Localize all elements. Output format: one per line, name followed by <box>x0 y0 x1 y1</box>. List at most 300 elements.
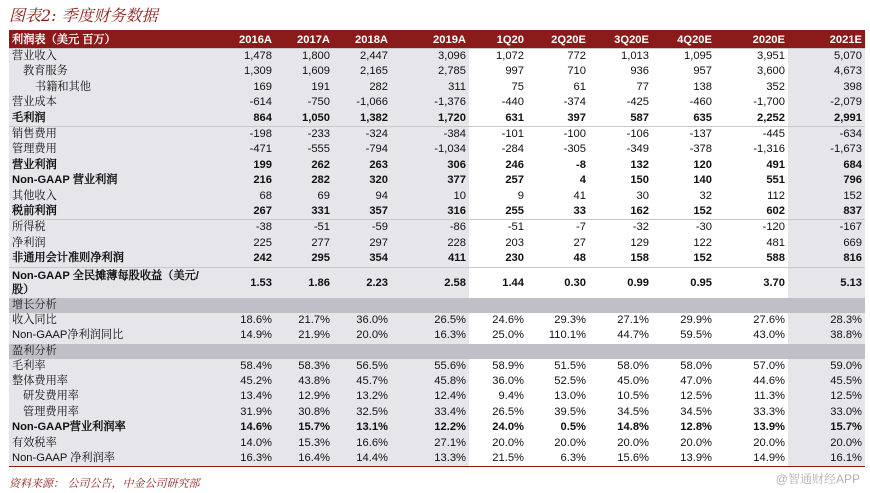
value-cell: 58.9% <box>492 359 524 372</box>
value-cell: 230 <box>505 252 524 265</box>
table-row <box>9 142 865 157</box>
value-cell: -8 <box>576 158 586 171</box>
table-row <box>9 251 865 267</box>
value-cell: 39.5% <box>554 405 586 418</box>
value-cell: -305 <box>563 143 586 156</box>
value-cell: 12.5% <box>680 390 712 403</box>
value-cell: 152 <box>693 205 712 218</box>
row-label: 税前利润 <box>9 204 215 220</box>
value-cell: 16.4% <box>275 451 333 467</box>
value-cell: 32.5% <box>333 405 391 420</box>
value-cell: 44.7% <box>617 329 649 342</box>
value-cell: 150 <box>630 174 649 187</box>
value-cell: 27.1% <box>391 436 469 451</box>
value-cell: 864 <box>215 111 275 127</box>
value-cell: 277 <box>275 236 333 251</box>
value-cell: 262 <box>275 158 333 173</box>
value-cell: 1,720 <box>391 111 469 127</box>
value-cell: 21.7% <box>275 313 333 328</box>
value-cell: 94 <box>333 189 391 204</box>
value-cell: -233 <box>275 127 333 143</box>
value-cell: 58.0% <box>617 359 649 372</box>
value-cell: -460 <box>689 96 712 109</box>
row-label: Non-GAAP 全民摊薄每股收益（美元/股） <box>9 267 215 298</box>
row-label: 整体费用率 <box>9 374 215 389</box>
value-cell: 1,800 <box>275 49 333 65</box>
table-row <box>9 389 865 404</box>
value-cell: 551 <box>766 174 785 187</box>
value-cell: 354 <box>333 251 391 267</box>
value-cell: 352 <box>766 80 785 93</box>
value-cell: 56.5% <box>333 359 391 374</box>
value-cell: 411 <box>391 251 469 267</box>
table-row <box>9 158 865 173</box>
value-cell: 58.4% <box>215 359 275 374</box>
value-cell: -51 <box>469 220 527 236</box>
table-row <box>9 359 865 374</box>
value-cell: 21.9% <box>275 328 333 343</box>
value-cell: 29.3% <box>554 313 586 326</box>
table-row <box>9 189 865 204</box>
value-cell: 47.0% <box>680 374 712 387</box>
column-header: 2021E <box>788 32 865 49</box>
value-cell: 58.0% <box>680 359 712 372</box>
value-cell: 225 <box>215 236 275 251</box>
value-cell: 43.0% <box>753 329 785 342</box>
value-cell: -425 <box>626 96 649 109</box>
value-cell: 34.5% <box>617 405 649 418</box>
value-cell: -32 <box>589 220 652 236</box>
value-cell: 15.3% <box>275 436 333 451</box>
value-cell: 152 <box>788 189 865 204</box>
value-cell: 6.3% <box>527 451 589 467</box>
value-cell: 0.95 <box>652 267 715 298</box>
value-cell: 635 <box>693 111 712 124</box>
value-cell: 796 <box>788 173 865 188</box>
value-cell: 357 <box>333 204 391 220</box>
value-cell: 1,013 <box>589 49 652 65</box>
value-cell: 138 <box>693 80 712 93</box>
row-label: 非通用会计准则净利润 <box>9 251 215 267</box>
value-cell: 28.3% <box>788 313 865 328</box>
value-cell: 15.6% <box>589 451 652 467</box>
table-row <box>9 328 865 343</box>
value-cell: 140 <box>693 174 712 187</box>
column-header: 4Q20E <box>652 32 715 49</box>
value-cell: -38 <box>215 220 275 236</box>
value-cell: 837 <box>788 204 865 220</box>
value-cell: 306 <box>391 158 469 173</box>
value-cell: 2,447 <box>333 49 391 65</box>
financial-table <box>9 32 865 467</box>
value-cell: -7 <box>527 220 589 236</box>
value-cell: 129 <box>630 236 649 249</box>
value-cell: 77 <box>636 80 649 93</box>
value-cell: 33 <box>573 205 586 218</box>
value-cell: 710 <box>567 65 586 78</box>
value-cell: 297 <box>333 236 391 251</box>
table-row <box>9 451 865 467</box>
table-row <box>9 80 865 95</box>
value-cell: -101 <box>469 127 527 143</box>
value-cell: 31.9% <box>215 405 275 420</box>
value-cell: 110.1% <box>548 329 586 342</box>
value-cell: 14.6% <box>215 420 275 435</box>
value-cell: -374 <box>563 96 586 109</box>
value-cell: -378 <box>689 143 712 156</box>
value-cell: 316 <box>391 204 469 220</box>
value-cell: -1,673 <box>788 142 865 157</box>
value-cell: 242 <box>215 251 275 267</box>
value-cell: -30 <box>652 220 715 236</box>
value-cell: 20.0% <box>617 436 649 449</box>
section-header-row <box>9 298 865 313</box>
value-cell: 16.6% <box>333 436 391 451</box>
column-header: 2017A <box>275 32 333 49</box>
value-cell: 158 <box>630 252 649 265</box>
value-cell: 311 <box>391 80 469 95</box>
value-cell: 36.0% <box>492 374 524 387</box>
value-cell: 398 <box>788 80 865 95</box>
table-row <box>9 374 865 389</box>
value-cell: 45.0% <box>617 374 649 387</box>
value-cell: 0.99 <box>589 267 652 298</box>
row-label: 毛利率 <box>9 359 215 374</box>
value-cell: 13.4% <box>215 389 275 404</box>
value-cell: 481 <box>766 236 785 249</box>
value-cell: -634 <box>788 127 865 143</box>
value-cell: -555 <box>275 142 333 157</box>
value-cell: 3,096 <box>391 49 469 65</box>
value-cell: 263 <box>333 158 391 173</box>
value-cell: 282 <box>333 80 391 95</box>
row-label: Non-GAAP营业利润率 <box>9 420 215 435</box>
value-cell: 295 <box>275 251 333 267</box>
row-label: 净利润 <box>9 236 215 251</box>
value-cell: 1,095 <box>652 49 715 65</box>
value-cell: -86 <box>391 220 469 236</box>
value-cell: 13.3% <box>391 451 469 467</box>
table-row <box>9 405 865 420</box>
value-cell: 52.5% <box>554 374 586 387</box>
value-cell: -106 <box>589 127 652 143</box>
row-label: 所得税 <box>9 220 215 236</box>
value-cell: 5.13 <box>788 267 865 298</box>
value-cell: 69 <box>275 189 333 204</box>
value-cell: -1,034 <box>391 142 469 157</box>
value-cell: 13.1% <box>333 420 391 435</box>
column-header: 2020E <box>715 32 788 49</box>
value-cell: 255 <box>505 205 524 218</box>
value-cell: 38.8% <box>788 328 865 343</box>
column-header: 2019A <box>391 32 469 49</box>
row-label: 书籍和其他 <box>9 80 215 95</box>
value-cell: -384 <box>391 127 469 143</box>
value-cell: 1,382 <box>333 111 391 127</box>
value-cell: 14.9% <box>715 451 788 467</box>
value-cell: 631 <box>505 111 524 124</box>
column-header: 2018A <box>333 32 391 49</box>
table-row <box>9 420 865 435</box>
value-cell: -284 <box>501 143 524 156</box>
row-label: Non-GAAP净利润同比 <box>9 328 215 343</box>
value-cell: -51 <box>275 220 333 236</box>
value-cell: 169 <box>215 80 275 95</box>
table-row <box>9 436 865 451</box>
value-cell: 13.9% <box>652 451 715 467</box>
value-cell: 45.2% <box>215 374 275 389</box>
value-cell: 12.9% <box>275 389 333 404</box>
value-cell: 3,600 <box>757 65 785 78</box>
value-cell: 33.0% <box>788 405 865 420</box>
value-cell: 587 <box>630 111 649 124</box>
value-cell: 68 <box>215 189 275 204</box>
value-cell: -471 <box>215 142 275 157</box>
row-label: 其他收入 <box>9 189 215 204</box>
value-cell: 41 <box>573 189 586 202</box>
value-cell: 1.86 <box>275 267 333 298</box>
value-cell: 16.3% <box>391 328 469 343</box>
table-row <box>9 49 865 65</box>
value-cell: 2.58 <box>391 267 469 298</box>
table-row <box>9 220 865 236</box>
value-cell: 282 <box>275 173 333 188</box>
value-cell: 34.5% <box>680 405 712 418</box>
value-cell: -137 <box>652 127 715 143</box>
table-row <box>9 111 865 127</box>
value-cell: 331 <box>275 204 333 220</box>
value-cell: 26.5% <box>391 313 469 328</box>
value-cell: 45.7% <box>333 374 391 389</box>
value-cell: 320 <box>333 173 391 188</box>
row-label: 管理费用率 <box>9 405 215 420</box>
value-cell: 25.0% <box>492 329 524 342</box>
value-cell: -324 <box>333 127 391 143</box>
value-cell: 36.0% <box>333 313 391 328</box>
value-cell: 14.8% <box>617 421 649 434</box>
value-cell: -445 <box>715 127 788 143</box>
value-cell: 122 <box>693 236 712 249</box>
column-header: 1Q20 <box>469 32 527 49</box>
value-cell: -614 <box>215 95 275 110</box>
value-cell: 936 <box>630 65 649 78</box>
value-cell: 997 <box>505 65 524 78</box>
column-header: 3Q20E <box>589 32 652 49</box>
value-cell: -2,079 <box>788 95 865 110</box>
value-cell: 20.0% <box>788 436 865 451</box>
value-cell: 13.9% <box>753 421 785 434</box>
section-header-row <box>9 344 865 359</box>
value-cell: 12.8% <box>680 421 712 434</box>
value-cell: 203 <box>505 236 524 249</box>
value-cell: 4 <box>579 174 586 187</box>
value-cell: 57.0% <box>753 359 785 372</box>
watermark: @智通财经APP <box>775 472 860 486</box>
value-cell: 12.5% <box>788 389 865 404</box>
value-cell: 24.0% <box>492 421 524 434</box>
table-body <box>9 32 865 467</box>
row-label: 研发费用率 <box>9 389 215 404</box>
value-cell: 43.8% <box>275 374 333 389</box>
source-note: 资料来源： 公司公告，中金公司研究部 <box>9 477 200 490</box>
value-cell: -59 <box>333 220 391 236</box>
value-cell: 59.0% <box>788 359 865 374</box>
value-cell: 20.0% <box>492 436 524 449</box>
value-cell: 14.9% <box>215 328 275 343</box>
table-row <box>9 173 865 188</box>
value-cell: 0.5% <box>560 421 586 434</box>
value-cell: 1,050 <box>275 111 333 127</box>
value-cell: 61 <box>573 80 586 93</box>
value-cell: 21.5% <box>469 451 527 467</box>
row-label: 销售费用 <box>9 127 215 143</box>
section-title: 增长分析 <box>9 298 865 313</box>
value-cell: 120 <box>693 158 712 171</box>
value-cell: 20.0% <box>554 436 586 449</box>
row-label: 营业收入 <box>9 49 215 65</box>
value-cell: 152 <box>693 252 712 265</box>
value-cell: -167 <box>788 220 865 236</box>
value-cell: 24.6% <box>492 313 524 326</box>
value-cell: -794 <box>333 142 391 157</box>
value-cell: 58.3% <box>275 359 333 374</box>
value-cell: -750 <box>275 95 333 110</box>
value-cell: -100 <box>527 127 589 143</box>
value-cell: 2.23 <box>333 267 391 298</box>
value-cell: 377 <box>391 173 469 188</box>
column-header: 2Q20E <box>527 32 589 49</box>
value-cell: -1,376 <box>391 95 469 110</box>
value-cell: 772 <box>527 49 589 65</box>
value-cell: 13.2% <box>333 389 391 404</box>
table-row <box>9 313 865 328</box>
value-cell: 13.0% <box>554 390 586 403</box>
value-cell: -198 <box>215 127 275 143</box>
value-cell: 267 <box>215 204 275 220</box>
row-label: 营业利润 <box>9 158 215 173</box>
value-cell: 20.0% <box>333 328 391 343</box>
value-cell: 12.4% <box>391 389 469 404</box>
value-cell: 162 <box>630 205 649 218</box>
table-row <box>9 95 865 110</box>
value-cell: 27 <box>573 236 586 249</box>
table-row <box>9 267 865 298</box>
value-cell: 33.4% <box>391 405 469 420</box>
value-cell: 30.8% <box>275 405 333 420</box>
value-cell: 55.6% <box>391 359 469 374</box>
figure-title: 图表2: 季度财务数据 <box>9 6 158 25</box>
value-cell: 14.4% <box>333 451 391 467</box>
row-label: 营业成本 <box>9 95 215 110</box>
value-cell: 45.5% <box>788 374 865 389</box>
value-cell: 75 <box>511 80 524 93</box>
value-cell: 2,252 <box>757 111 785 124</box>
value-cell: 1,309 <box>215 64 275 79</box>
value-cell: 15.7% <box>788 420 865 435</box>
value-cell: 816 <box>788 251 865 267</box>
value-cell: 2,785 <box>391 64 469 79</box>
value-cell: 16.3% <box>215 451 275 467</box>
table-row <box>9 236 865 251</box>
value-cell: -1,316 <box>753 143 785 156</box>
table-row <box>9 127 865 143</box>
section-title: 盈利分析 <box>9 344 865 359</box>
value-cell: -120 <box>715 220 788 236</box>
value-cell: -1,700 <box>753 96 785 109</box>
value-cell: 199 <box>215 158 275 173</box>
value-cell: -1,066 <box>333 95 391 110</box>
value-cell: 0.30 <box>527 267 589 298</box>
value-cell: 18.6% <box>215 313 275 328</box>
value-cell: 9.4% <box>498 390 524 403</box>
table-header-row <box>9 32 865 49</box>
value-cell: 228 <box>391 236 469 251</box>
value-cell: 1,609 <box>275 64 333 79</box>
value-cell: 684 <box>788 158 865 173</box>
value-cell: 1,478 <box>215 49 275 65</box>
value-cell: 32 <box>699 189 712 202</box>
row-label: 管理费用 <box>9 142 215 157</box>
value-cell: 588 <box>766 252 785 265</box>
value-cell: 16.1% <box>788 451 865 467</box>
value-cell: 112 <box>767 189 785 202</box>
value-cell: 3.70 <box>715 267 788 298</box>
value-cell: 26.5% <box>492 405 524 418</box>
value-cell: 257 <box>505 174 524 187</box>
value-cell: 669 <box>788 236 865 251</box>
value-cell: 29.9% <box>680 313 712 326</box>
value-cell: 2,991 <box>788 111 865 127</box>
value-cell: 216 <box>215 173 275 188</box>
value-cell: 4,673 <box>788 64 865 79</box>
value-cell: 33.3% <box>753 405 785 418</box>
value-cell: 602 <box>766 205 785 218</box>
column-header: 2016A <box>215 32 275 49</box>
value-cell: 246 <box>505 158 524 171</box>
row-label: 收入同比 <box>9 313 215 328</box>
table-row <box>9 64 865 79</box>
value-cell: 3,951 <box>715 49 788 65</box>
row-label: Non-GAAP 净利润率 <box>9 451 215 467</box>
value-cell: 1,072 <box>469 49 527 65</box>
value-cell: 9 <box>517 189 524 202</box>
value-cell: 11.3% <box>754 390 785 403</box>
value-cell: 30 <box>636 189 649 202</box>
value-cell: 957 <box>693 65 712 78</box>
row-label: 有效税率 <box>9 436 215 451</box>
value-cell: 397 <box>567 111 586 124</box>
value-cell: 27.1% <box>617 313 649 326</box>
value-cell: 20.0% <box>753 436 785 449</box>
header-label: 利润表（美元 百万） <box>9 32 215 49</box>
value-cell: 14.0% <box>215 436 275 451</box>
value-cell: 1.53 <box>215 267 275 298</box>
value-cell: 12.2% <box>391 420 469 435</box>
value-cell: 2,165 <box>333 64 391 79</box>
value-cell: 44.6% <box>753 374 785 387</box>
value-cell: 10 <box>391 189 469 204</box>
value-cell: 48 <box>573 252 586 265</box>
value-cell: 51.5% <box>554 359 586 372</box>
value-cell: 132 <box>630 158 649 171</box>
value-cell: -349 <box>626 143 649 156</box>
value-cell: 191 <box>275 80 333 95</box>
value-cell: 1.44 <box>469 267 527 298</box>
value-cell: 491 <box>766 158 785 171</box>
value-cell: 20.0% <box>680 436 712 449</box>
value-cell: 45.8% <box>391 374 469 389</box>
value-cell: 10.5% <box>617 390 649 403</box>
